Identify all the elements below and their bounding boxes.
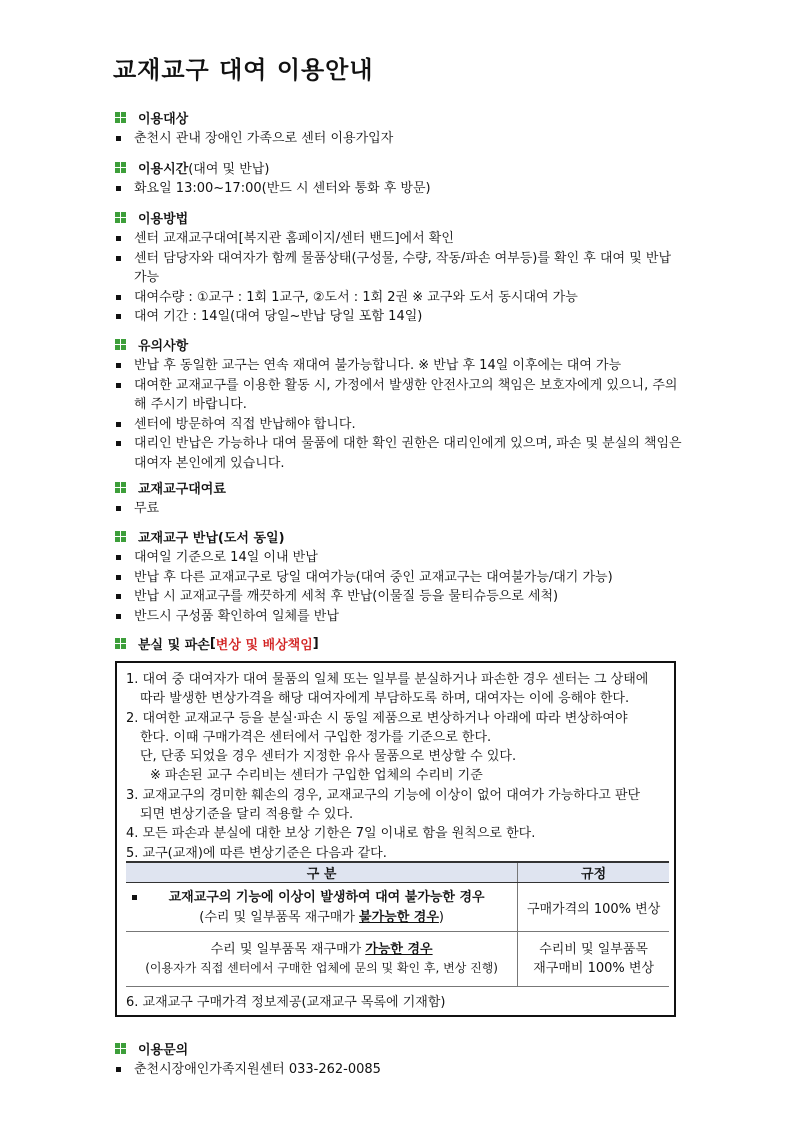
policy-line: ※ 파손된 교구 수리비는 센터가 구입한 업체의 수리비 기준	[150, 768, 483, 784]
section-contact	[115, 1039, 685, 1080]
table-row	[126, 883, 669, 932]
green-square-bullet-icon	[115, 112, 126, 123]
bullet-list	[115, 129, 685, 149]
list-item: 반드시 구성품 확인하여 일체를 반납	[115, 607, 685, 627]
list-item: 춘천시 관내 장애인 가족으로 센터 이용가입자	[115, 129, 685, 149]
page-title: 교재교구 대여 이용안내	[113, 56, 374, 84]
section-heading: 교재교구 반납(도서 동일)	[115, 527, 685, 545]
table-row	[126, 932, 669, 987]
policy-line: 따라 발생한 변상가격을 해당 대여자에게 부담하도록 하며, 대여자는 이에 응해야 한다.	[140, 691, 630, 707]
section-loss-damage	[115, 634, 685, 655]
list-item: 센터 담당자와 대여자가 함께 물품상태(구성물, 수량, 작동/파손 여부등)를 확인 후 대여 및 반납 가능	[115, 249, 685, 288]
green-square-bullet-icon	[115, 638, 126, 649]
section-return	[115, 527, 685, 626]
bullet-list	[115, 1060, 685, 1080]
list-item: 대여수량 : ①교구 : 1회 1교구, ②도서 : 1회 2권 ※ 교구와 도서 동시대여 가능	[115, 288, 685, 308]
policy-line: 단, 단종 되었을 경우 센터가 지정한 유사 물품으로 변상할 수 있다.	[140, 749, 517, 765]
section-hours	[115, 158, 685, 199]
table-cell-category: 교재교구의 기능에 이상이 발생하여 대여 불가능한 경우 (수리 및 일부품목 재구매가 불가능한 경우)	[126, 883, 518, 932]
green-square-bullet-icon	[115, 531, 126, 542]
bullet-list	[115, 229, 685, 327]
section-heading: 이용방법	[115, 208, 685, 226]
section-heading: 이용대상	[115, 108, 685, 126]
green-square-bullet-icon	[115, 482, 126, 493]
table-header-row	[126, 862, 669, 883]
list-item: 반납 후 동일한 교구는 연속 재대여 불가능합니다. ※ 반납 후 14일 이후에는 대여 가능	[115, 356, 685, 376]
green-square-bullet-icon	[115, 212, 126, 223]
compensation-table	[126, 861, 669, 987]
section-heading: 교재교구대여료	[115, 478, 685, 496]
green-square-bullet-icon	[115, 339, 126, 350]
section-heading: 이용문의	[115, 1039, 685, 1057]
policy-line: 6. 교재교구 구매가격 정보제공(교재교구 목록에 기재함)	[126, 995, 446, 1010]
section-target-users	[115, 108, 685, 149]
green-square-bullet-icon	[115, 1043, 126, 1054]
green-square-bullet-icon	[115, 162, 126, 173]
section-rental-fee	[115, 478, 685, 519]
list-item: 반납 시 교재교구를 깨끗하게 세척 후 반납(이물질 등을 물티슈등으로 세척)	[115, 587, 685, 607]
table-cell-rule: 수리비 및 일부품목 재구매비 100% 변상	[518, 932, 669, 987]
list-item: 대여한 교재교구를 이용한 활동 시, 가정에서 발생한 안전사고의 책임은 보호자에게 있으니, 주의해 주시기 바랍니다.	[115, 376, 685, 415]
section-how-to-use	[115, 208, 685, 327]
policy-line: 4. 모든 파손과 분실에 대한 보상 기한은 7일 이내로 함을 원칙으로 한다.	[126, 826, 536, 842]
bullet-list	[115, 356, 685, 473]
bullet-list	[115, 499, 685, 519]
section-precautions	[115, 335, 685, 473]
policy-line: 2. 대여한 교재교구 등을 분실·파손 시 동일 제품으로 변상하거나 아래에 따라 변상하여야	[126, 710, 628, 726]
list-item: 센터에 방문하여 직접 반납해야 합니다.	[115, 415, 685, 435]
table-header-rule: 규정	[518, 862, 669, 883]
table-cell-rule: 구매가격의 100% 변상	[518, 883, 669, 932]
contact-info: 춘천시장애인가족지원센터 033-262-0085	[115, 1060, 685, 1080]
table-header-category: 구 분	[126, 862, 518, 883]
list-item: 화요일 13:00~17:00(반드 시 센터와 통화 후 방문)	[115, 179, 685, 199]
bullet-list	[115, 179, 685, 199]
section-heading: 이용시간 (대여 및 반납)	[115, 158, 685, 176]
list-item: 무료	[115, 499, 685, 519]
policy-line: 3. 교재교구의 경미한 훼손의 경우, 교재교구의 기능에 이상이 없어 대여가 가능하다고 판단	[126, 787, 641, 803]
damage-policy-text	[126, 670, 669, 863]
list-item: 센터 교재교구대여[복지관 홈페이지/센터 밴드]에서 확인	[115, 229, 685, 249]
policy-line: 되면 변상기준을 달리 적용할 수 있다.	[140, 807, 354, 823]
list-item: 대리인 반납은 가능하나 대여 물품에 대한 확인 권한은 대리인에게 있으며, 파손 및 분실의 책임은 대여자 본인에게 있습니다.	[115, 434, 685, 473]
bullet-list	[115, 548, 685, 626]
policy-line: 5. 교구(교재)에 따른 변상기준은 다음과 같다.	[126, 845, 387, 861]
table-cell-category: 수리 및 일부품목 재구매가 가능한 경우 (이용자가 직접 센터에서 구매한 업체에 문의 및 확인 후, 변상 진행)	[126, 932, 518, 987]
list-item: 대여일 기준으로 14일 이내 반납	[115, 548, 685, 568]
policy-line: 1. 대여 중 대여자가 대여 물품의 일체 또는 일부를 분실하거나 파손한 경우 센터는 그 상태에	[126, 672, 649, 687]
damage-policy-box	[115, 661, 676, 1017]
section-heading: 분실 및 파손 [ 변상 및 배상책임 ]	[115, 634, 685, 652]
section-heading: 유의사항	[115, 335, 685, 353]
policy-line: 한다. 이때 구매가격은 센터에서 구입한 정가를 기준으로 한다.	[140, 729, 492, 745]
list-item: 반납 후 다른 교재교구로 당일 대여가능(대여 중인 교재교구는 대여불가능/대기 가능)	[115, 568, 685, 588]
list-item: 대여 기간 : 14일(대여 당일~반납 당일 포함 14일)	[115, 307, 685, 327]
